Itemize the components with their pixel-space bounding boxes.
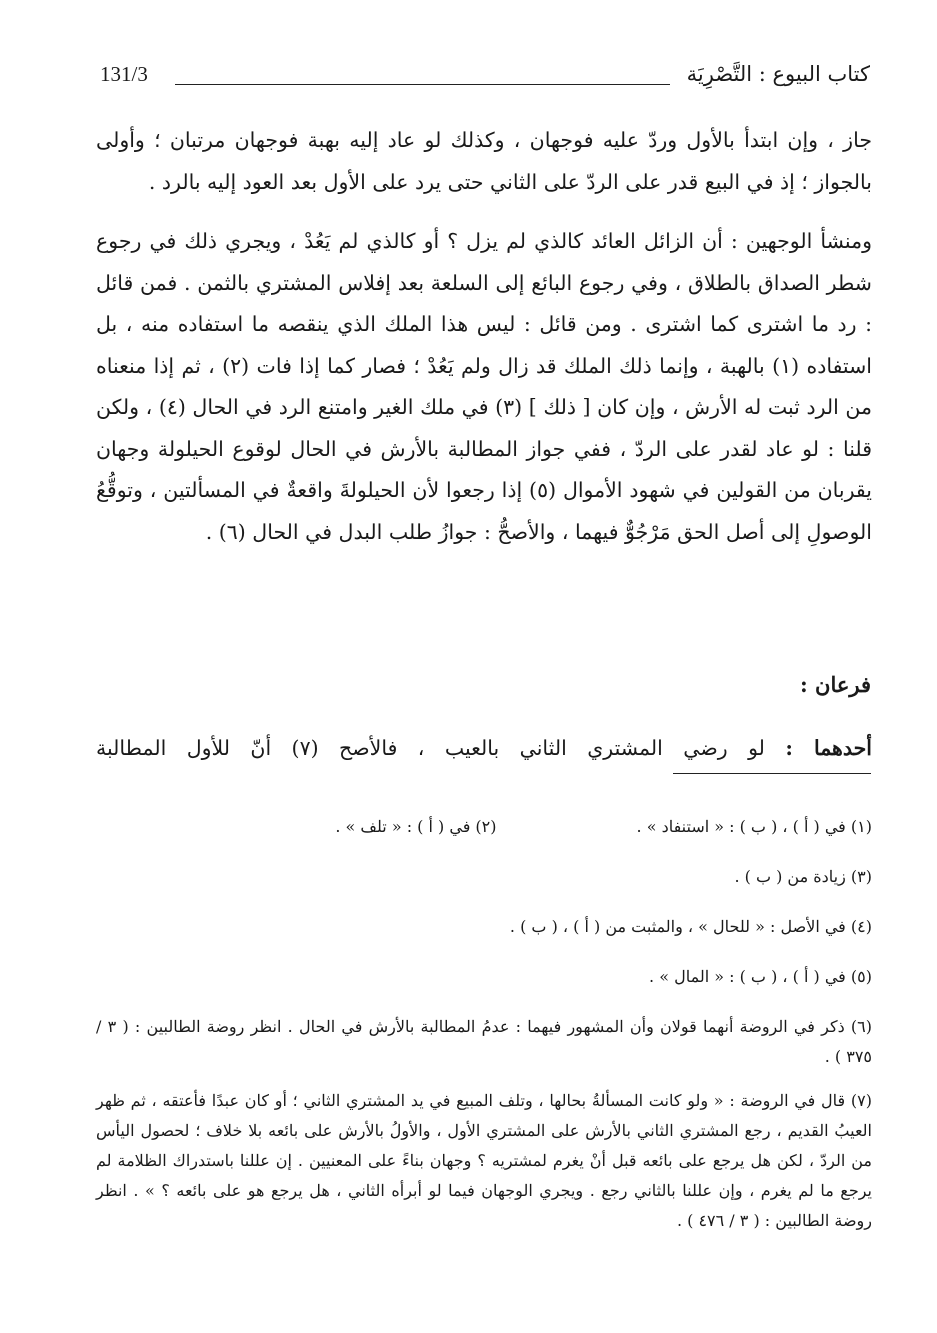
footnote-6: (٦) ذكر في الروضة أنهما قولان وأن المشهور فيهما : عدمُ المطالبة بالأرش في الحال . انظر روضة الطالبين : ( ٣ / ٣٧٥ ) . — [96, 1017, 873, 1066]
footnote-2: (٢) في ( أ ) : « تلف » . — [335, 817, 497, 836]
footnote-3: (٣) زيادة من ( ب ) . — [734, 867, 872, 886]
footnotes — [96, 812, 872, 1250]
running-header — [100, 62, 870, 94]
footnote-5: (٥) في ( أ ) ، ( ب ) : « المال » . — [649, 967, 872, 986]
footnote-1: (١) في ( أ ) ، ( ب ) : « استنفاد » . — [636, 817, 872, 836]
footnote-separator — [673, 773, 871, 774]
footnote-4: (٤) في الأصل : « للحال » ، والمثبت من ( أ ) ، ( ب ) . — [509, 917, 872, 936]
header-title: كتاب البيوع : التَّصْرِيَة — [686, 62, 870, 86]
first-branch-text: لو رضي المشتري الثاني بالعيب ، فالأصح (٧) أنّ للأول المطالبة — [96, 736, 765, 760]
page-number: 131/3 — [100, 62, 148, 86]
footnote-7: (٧) قال في الروضة : « ولو كانت المسألةُ بحالها ، وتلف المبيع في يد المشتري الثاني ؛ أو كان عبدًا فأعتقه ، ثم ظهر العيبُ القديم ، رجع المشتري الثاني بالأرش على المشتري الأول ، والأولُ بالأرش على بائعه بلا خلاف ؛ لحصول اليأس من الردّ ، لكن هل يرجع على بائعه قبل أنْ يغرم لمشتريه ؟ وجهان بناءً على المعنيين . إن عللنا باستدراك الظلامة لم يرجع ما لم يغرم ، وإن عللنا بالثاني رجع . ويجري الوجهان فيما لو أبرأه الثاني ، هل يرجع هو على بائعه ؟ » . انظر روضة الطالبين : ( ٣ / ٤٧٦ ) . — [96, 1091, 872, 1230]
branches-heading: فرعان : — [799, 672, 871, 697]
paragraph-2: ومنشأ الوجهين : أن الزائل العائد كالذي لم يزل ؟ أو كالذي لم يَعُدْ ، ويجري ذلك في رجوع شطر الصداق بالطلاق ، وفي رجوع البائع إلى السلعة بعد إفلاس المشتري بالثمن . فمن قائل : رد ما اشترى كما اشترى . ومن قائل : ليس هذا الملك الذي ينقصه ما استفاده منه ، بل استفاده (١) بالهبة ، وإنما ذلك الملك قد زال ولم يَعُدْ ؛ فصار كما إذا فات (٢) ، ثم إذا منعناه من الرد ثبت له الأرش ، وإن كان [ ذلك ] (٣) في ملك الغير وامتنع الرد في الحال (٤) ، ولكن قلنا : لو عاد لقدر على الردّ ، ففي جواز المطالبة بالأرش في الحال لوقوع الحيلولة وجهان يقربان من القولين في شهود الأموال (٥) إذا رجعوا لأن الحيلولةَ واقعةٌ في المسألتين ، وتوقُّعُ الوصولِ إلى أصل الحق مَرْجُوٌّ فيهما ، والأصحُّ : جوازُ طلب البدل في الحال (٦) . — [96, 229, 872, 544]
main-text — [96, 120, 872, 553]
header-rule — [175, 84, 670, 85]
first-branch-lead: أحدهما : — [785, 736, 872, 760]
footnote-row-1-2 — [96, 812, 872, 842]
first-branch — [96, 728, 872, 768]
paragraph-1: جاز ، وإن ابتدأ بالأول وردّ عليه فوجهان ، وكذلك لو عاد إليه بهبة فوجهان مرتبان ؛ وأولى بالجواز ؛ إذ في البيع قدر على الردّ على الثاني حتى يرد على الأول بعد العود إليه بالرد . — [96, 128, 872, 194]
